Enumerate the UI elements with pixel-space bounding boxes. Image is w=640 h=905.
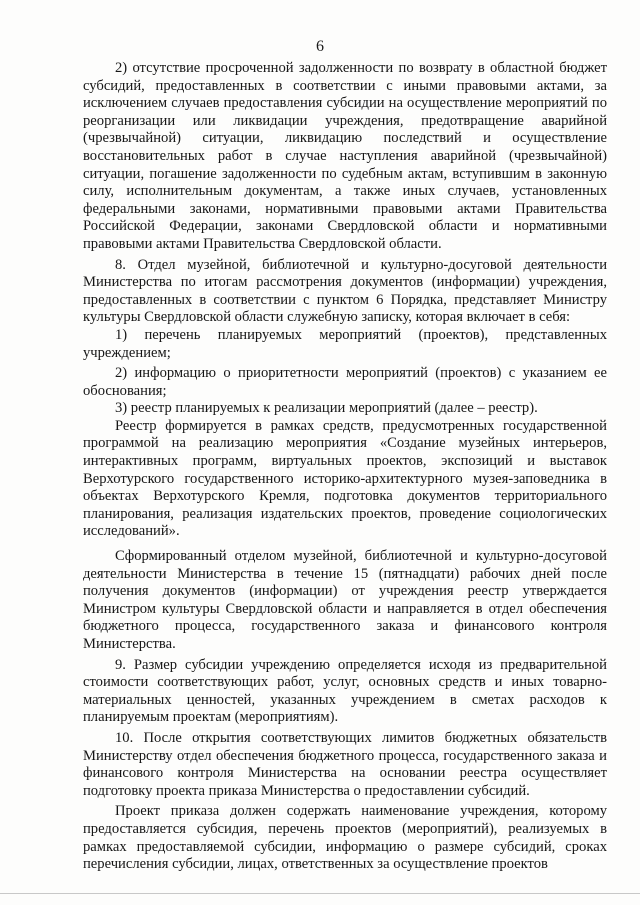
paragraph-list-3: 3) реестр планируемых к реализации мероприятий (далее – реестр). bbox=[115, 400, 538, 417]
paragraph-list-2: 2) информацию о приоритетности мероприятий (проектов) с указанием ее обоснования; bbox=[83, 365, 607, 399]
paragraph-item-8: 8. Отдел музейной, библиотечной и культурно-досуговой деятельности Министерства по итогам рассмотрения документов (информации) учреждения, предоставленных в соответствии с пунктом 6 Порядка, представляет Министру культуры Свердловской области служебную записку, которая включает в себя: bbox=[83, 256, 607, 326]
paragraph-list-1: 1) перечень планируемых мероприятий (проектов), представленных учреждением; bbox=[83, 326, 607, 361]
paragraph-debt-condition: 2) отсутствие просроченной задолженности по возврату в областной бюджет субсидий, предоставленных в соответствии с иными правовыми актами, за исключением случаев предоставления субсидии на осуществление мероприятий по реорганизации или ликвидации учреждения, предотвращение аварийной (чрезвычайной) ситуации, ликвидацию последствий и осуществление восстановительных работ в случае наступления аварийной (чрезвычайной) ситуации, погашение задолженности по судебным актам, вступившим в законную силу, исполнительным документам, а также иных случаев, установленных федеральными законами, нормативными правовыми актами Правительства Российской Федерации, законами Свердловской области и нормативными правовыми актами Правительства Свердловской области. bbox=[83, 60, 607, 252]
paragraph-registry: Реестр формируется в рамках средств, предусмотренных государственной программой на реализацию мероприятия «Создание музейных интерьеров, интерактивных программ, виртуальных проектов, экспозиций и выставок Верхотурского государственного историко-архитектурного музея-заповедника в объектах Верхотурского Кремля, подготовка документов территориального планирования, реализация издательских проектов, проведение социологических исследований». bbox=[83, 417, 607, 540]
page-number: 6 bbox=[316, 38, 324, 55]
paragraph-item-9: 9. Размер субсидии учреждению определяется исходя из предварительной стоимости соответствующих работ, услуг, основных средств и иных товарно-материальных ценностей, указанных учреждением в сметах расходов к планируемым проектам (мероприятиям). bbox=[83, 656, 607, 726]
document-body bbox=[83, 60, 607, 874]
bottom-scan-edge bbox=[0, 893, 640, 894]
paragraph-registry-approval: Сформированный отделом музейной, библиотечной и культурно-досуговой деятельности Министерства в течение 15 (пятнадцати) рабочих дней после получения документов (информации) от учреждения реестр утверждается Министром культуры Свердловской области и направляется в отдел обеспечения бюджетного процесса, государственного заказа и финансового контроля Министерства. bbox=[83, 548, 607, 652]
paragraph-item-10: 10. После открытия соответствующих лимитов бюджетных обязательств Министерству отдел обеспечения бюджетного процесса, государственного заказа и финансового контроля Министерства на основании реестра осуществляет подготовку проекта приказа Министерства о предоставлении субсидий. bbox=[83, 729, 607, 799]
paragraph-order-draft: Проект приказа должен содержать наименование учреждения, которому предоставляется субсидия, перечень проектов (мероприятий), реализуемых в рамках предоставляемой субсидии, информацию о размере субсидий, сроках перечисления субсидии, лицах, ответственных за осуществление проектов bbox=[83, 803, 607, 873]
